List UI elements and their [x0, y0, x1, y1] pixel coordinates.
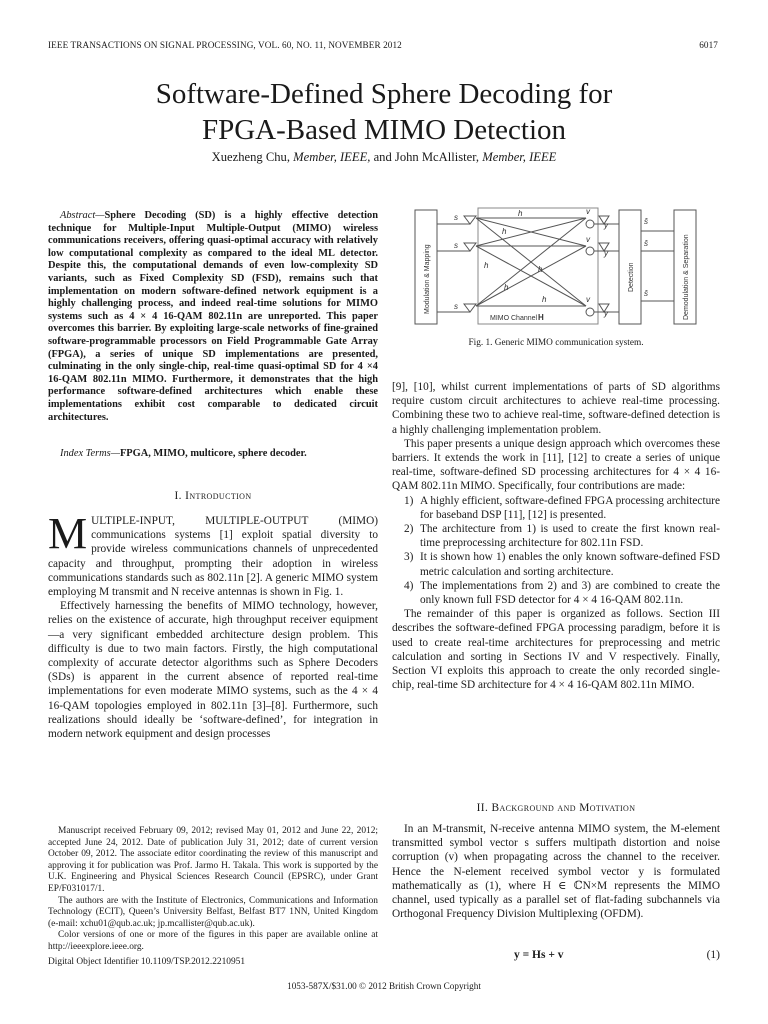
authors — [0, 150, 768, 165]
svg-text:y: y — [604, 221, 608, 230]
demod-label: Demodulation & Separation — [683, 234, 690, 320]
svg-text:h: h — [502, 227, 507, 236]
paper-title — [0, 76, 768, 148]
list-item: 1) A highly efficient, software-defined FPGA processing architecture for baseband DSP [11], [12] is presented. — [404, 494, 721, 521]
copyright-footer: 1053-587X/$31.00 © 2012 British Crown Copyright — [287, 981, 481, 991]
figure-caption: Fig. 1. Generic MIMO communication system. — [468, 338, 644, 348]
svg-text:v: v — [586, 207, 590, 216]
page-number: 6017 — [699, 40, 718, 50]
right-column-body — [392, 380, 720, 692]
title-line-1: Software-Defined Sphere Decoding for — [155, 78, 613, 110]
author-2: John McAllister, — [394, 150, 480, 164]
svg-text:y: y — [604, 249, 608, 258]
footnotes — [48, 826, 378, 968]
section-1-number: I. — [174, 490, 182, 502]
right-paragraph-3: The remainder of this paper is organized as follows. Section III describes the software-defined FPGA processing paradigm, before it is used to create real-time architectures for preprocessing and metric calculation and sorting in Sections IV and V respectively. Finally, Section VI exploits this approach to create the only recorded single-chip, real-time SD architecture for 4 × 4 16-QAM 802.11n MIMO. — [392, 608, 720, 692]
abstract — [48, 210, 378, 424]
section-1-heading — [48, 489, 378, 503]
svg-text:s: s — [454, 241, 458, 250]
section-2-body — [392, 822, 720, 921]
author-1-role: Member, IEEE, — [293, 150, 371, 164]
intro-paragraph-2: Effectively harnessing the benefits of MIMO technology, however, relies on the existence of accurate, high throughput receiver equipment—a very significant embedded architecture design problem. This difficulty is due to two main factors. Firstly, the high computational complexity of accurate detector algorithms such as Sphere Decoders (SDs) is apparent in the current absence of reported real-time implementations for even moderate MIMO systems, such as the 4 × 4 16-QAM topologies employed in 802.11n [3]–[8]. Furthermore, such realizations should ideally be ‘software-defined’, for integration in modern network equipment and design processes — [48, 600, 378, 741]
equation-expression: y = Hs + v — [514, 949, 564, 961]
svg-text:ŝ: ŝ — [644, 217, 648, 226]
right-paragraph-4: In an M-transmit, N-receive antenna MIMO system, the M-element transmitted symbol vector s suffers multipath distortion and noise corruption (v) when propagating across the channel to the receiver. Hence the N-element received symbol vector y is formulated mathematically as (1), where H ∈ ℂN×M represents the MIMO channel, used typically as a parallel set of flat-fading subchannels via Orthogonal Frequency Division Multiplexing (OFDM). — [392, 823, 720, 921]
intro-paragraph-1: ULTIPLE-INPUT, MULTIPLE-OUTPUT (MIMO) communications systems [1] exploit spatial diversity to provide wireless communications channels of unprecedented capacity and throughput, prompting their adoption in wireless communications standards such as 802.11n [2]. A generic MIMO system employing M transmit and N receive antennas is shown in Fig. 1. — [48, 515, 378, 599]
svg-text:h: h — [518, 209, 523, 218]
section-2-number: II. — [476, 802, 489, 814]
section-2-heading — [392, 801, 720, 815]
mapping-label: Modulation & Mapping — [424, 244, 431, 314]
journal-name: IEEE TRANSACTIONS ON SIGNAL PROCESSING, VOL. 60, NO. 11, NOVEMBER 2012 — [48, 40, 402, 50]
svg-text:ŝ: ŝ — [644, 239, 648, 248]
svg-text:h: h — [542, 295, 547, 304]
section-2-title: Background and Motivation — [491, 802, 636, 814]
footnote-1: Manuscript received February 09, 2012; revised May 01, 2012 and June 22, 2012; accepted June 24, 2012. Date of publication July 31, 2012; date of current version October 09, 2012. The associate editor coordinating the review of this manuscript and approving it for publication was Prof. Jarmo H. Takala. This work is supported by the U.K. Engineering and Physical Sciences Research Council (EPSRC), under Grant EP/F031017/1. — [48, 826, 378, 894]
footnote-2: The authors are with the Institute of Electronics, Communications and Information Technology (ECIT), Queen’s University Belfast, Belfast BT7 1NN, United Kingdom (e-mail: xchu01@qub.ac.uk; jp.mcallister@qub.ac.uk). — [48, 895, 378, 929]
drop-cap: M — [48, 509, 88, 558]
contributions-list — [392, 494, 720, 608]
svg-text:v: v — [586, 235, 590, 244]
right-paragraph-1: [9], [10], whilst current implementations of parts of SD algorithms require custom circuit architectures to achieve real-time processing. Combining these two to achieve real-time, software-defined detection is a highly challenging implementation problem. — [392, 381, 720, 436]
svg-text:v: v — [586, 295, 590, 304]
introduction-body — [48, 509, 378, 741]
author-1: Xuezheng Chu, — [211, 150, 290, 164]
title-line-2: FPGA-Based MIMO Detection — [201, 114, 567, 146]
author-2-role: Member, IEEE — [482, 150, 557, 164]
mimo-system-figure — [414, 206, 698, 328]
channel-label: MIMO Channel — [490, 315, 538, 322]
index-terms — [48, 448, 378, 461]
svg-text:ŝ: ŝ — [644, 289, 648, 298]
svg-text:h: h — [504, 283, 509, 292]
svg-text:s: s — [454, 302, 458, 311]
running-header — [48, 40, 718, 50]
abstract-text: Sphere Decoding (SD) is a highly effective detection technique for Multiple-Input Multiple-Output (MIMO) wireless communications receivers, offering quasi-optimal accuracy with relatively low computational complexity as compared to the ideal ML detector. Despite this, the computational demands of even low-complexity SD variants, such as Fixed Complexity SD (FSD), remains such that implementation on modern software-defined network equipment is a highly challenging process, and indeed real-time solutions for MIMO systems such as 4 × 4 16-QAM 802.11n are unreported. This paper overcomes this barrier. By exploiting large-scale networks of fine-grained software-programmable processors on Field Programmable Gate Array (FPGA), a series of unique SD implementations are presented, culminating in the only single-chip, real-time quasi-optimal SD for 4 ×4 16-QAM 802.11n MIMO. Furthermore, it demonstrates that the high performance software-defined architectures which enable these implementations exhibit cost comparable to dedicated circuit architectures. — [48, 210, 378, 423]
channel-symbol: H — [538, 313, 544, 322]
section-1-title: Introduction — [185, 490, 252, 502]
list-item: 4) The implementations from 2) and 3) are combined to create the only known full FSD detector for 4 × 4 16-QAM 802.11n. — [404, 579, 720, 607]
doi: Digital Object Identifier 10.1109/TSP.2012.2210951 — [48, 956, 246, 967]
footnote-3: Color versions of one or more of the figures in this paper are available online at http://ieeexplore.ieee.org. — [48, 930, 378, 952]
svg-text:h: h — [538, 265, 543, 274]
list-item: 3) It is shown how 1) enables the only known software-defined FSD metric calculation and sorting architecture. — [404, 551, 720, 578]
index-terms-text: FPGA, MIMO, multicore, sphere decoder. — [119, 448, 307, 459]
index-terms-label: Index Terms— — [60, 448, 120, 459]
svg-text:y: y — [604, 309, 608, 318]
svg-text:h: h — [484, 261, 489, 270]
detection-label: Detection — [628, 262, 635, 292]
svg-text:s: s — [454, 213, 458, 222]
list-item: 2) The architecture from 1) is used to create the first known real-time preprocessing architecture for 802.11n FSD. — [404, 523, 720, 550]
author-and: and — [373, 150, 392, 164]
abstract-label: Abstract— — [60, 210, 105, 221]
right-paragraph-2: This paper presents a unique design approach which overcomes these barriers. It extends the work in [11], [12] to create a series of unique real-time, software-defined SD processing architectures for 4 × 4 16-QAM 802.11n MIMO. Specifically, four contributions are made: — [392, 437, 720, 493]
equation-number: (1) — [706, 949, 720, 961]
